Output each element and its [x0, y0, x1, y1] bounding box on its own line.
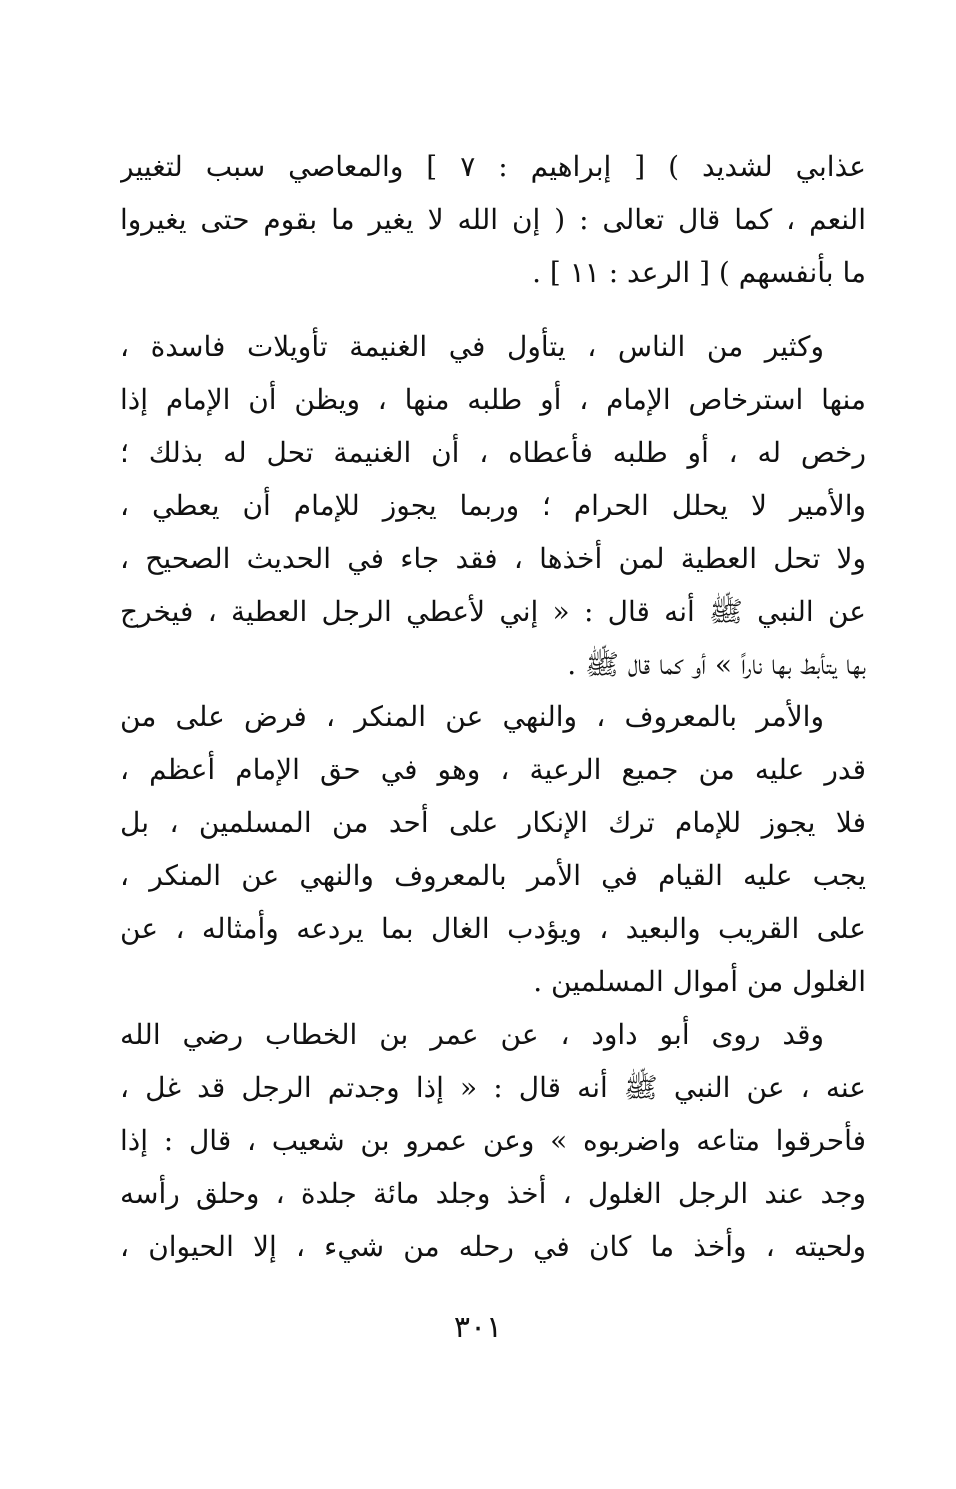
text-line: رخص له ، أو طلبه فأعطاه ، أن الغنيمة تحل له بذلك ؛: [120, 436, 866, 469]
paragraph-4: [120, 1008, 866, 1273]
text-line: عذابي لشديد ) [ إبراهيم : ٧ ] والمعاصي سبب لتغيير: [120, 150, 866, 183]
text-line: فأحرقوا متاعه واضربوه » وعن عمرو بن شعيب ، قال : إذا: [120, 1124, 866, 1157]
text-line: والأمير لا يحلل الحرام ؛ وربما يجوز للإمام أن يعطي ،: [120, 489, 866, 522]
text-line: وجد عند الرجل الغلول ، أخذ وجلد مائة جلدة ، وحلق رأسه: [120, 1177, 866, 1210]
text-line: يجب عليه القيام في الأمر بالمعروف والنهي عن المنكر ،: [120, 859, 866, 892]
paragraph-3: [120, 690, 866, 1008]
text-line: ولا تحل العطية لمن أخذها ، فقد جاء في الحديث الصحيح ،: [120, 542, 866, 575]
text-line: فلا يجوز للإمام ترك الإنكار على أحد من المسلمين ، بل: [120, 806, 866, 839]
text-line: وقد روى أبو داود ، عن عمر بن الخطاب رضي الله: [120, 1018, 824, 1051]
paragraph-1: [120, 140, 866, 299]
text-line: الغلول من أموال المسلمين .: [533, 965, 866, 998]
text-line: النعم ، كما قال تعالى : ( إن الله لا يغير ما بقوم حتى يغيروا: [120, 203, 866, 236]
text-line: ما بأنفسهم ) [ الرعد : ١١ ] .: [532, 256, 866, 289]
text-line: ولحيته ، وأخذ ما كان في رحله من شيء ، إلا الحيوان ،: [120, 1230, 866, 1263]
text-line: منها استرخاص الإمام ، أو طلبه منها ، ويظن أن الإمام إذا: [120, 383, 866, 416]
text-line: عنه ، عن النبي ﷺ أنه قال : « إذا وجدتم الرجل قد غل ،: [120, 1071, 866, 1104]
text-line: والأمر بالمعروف ، والنهي عن المنكر ، فرض على من: [120, 700, 824, 733]
text-line: على القريب والبعيد ، ويؤدب الغال بما يردعه وأمثاله ، عن: [120, 912, 866, 945]
text-line: بها يتأبط بها ناراً » أو كما قال ﷺ .: [567, 648, 866, 681]
text-line: عن النبي ﷺ أنه قال : « إني لأعطي الرجل العطية ، فيخرج: [120, 595, 866, 628]
text-line: وكثير من الناس ، يتأول في الغنيمة تأويلات فاسدة ،: [120, 330, 824, 363]
page-number: ٣٠١: [453, 1310, 503, 1345]
paragraph-2: [120, 320, 866, 691]
text-line: قدر عليه من جميع الرعية ، وهو في حق الإمام أعظم ،: [120, 753, 866, 786]
